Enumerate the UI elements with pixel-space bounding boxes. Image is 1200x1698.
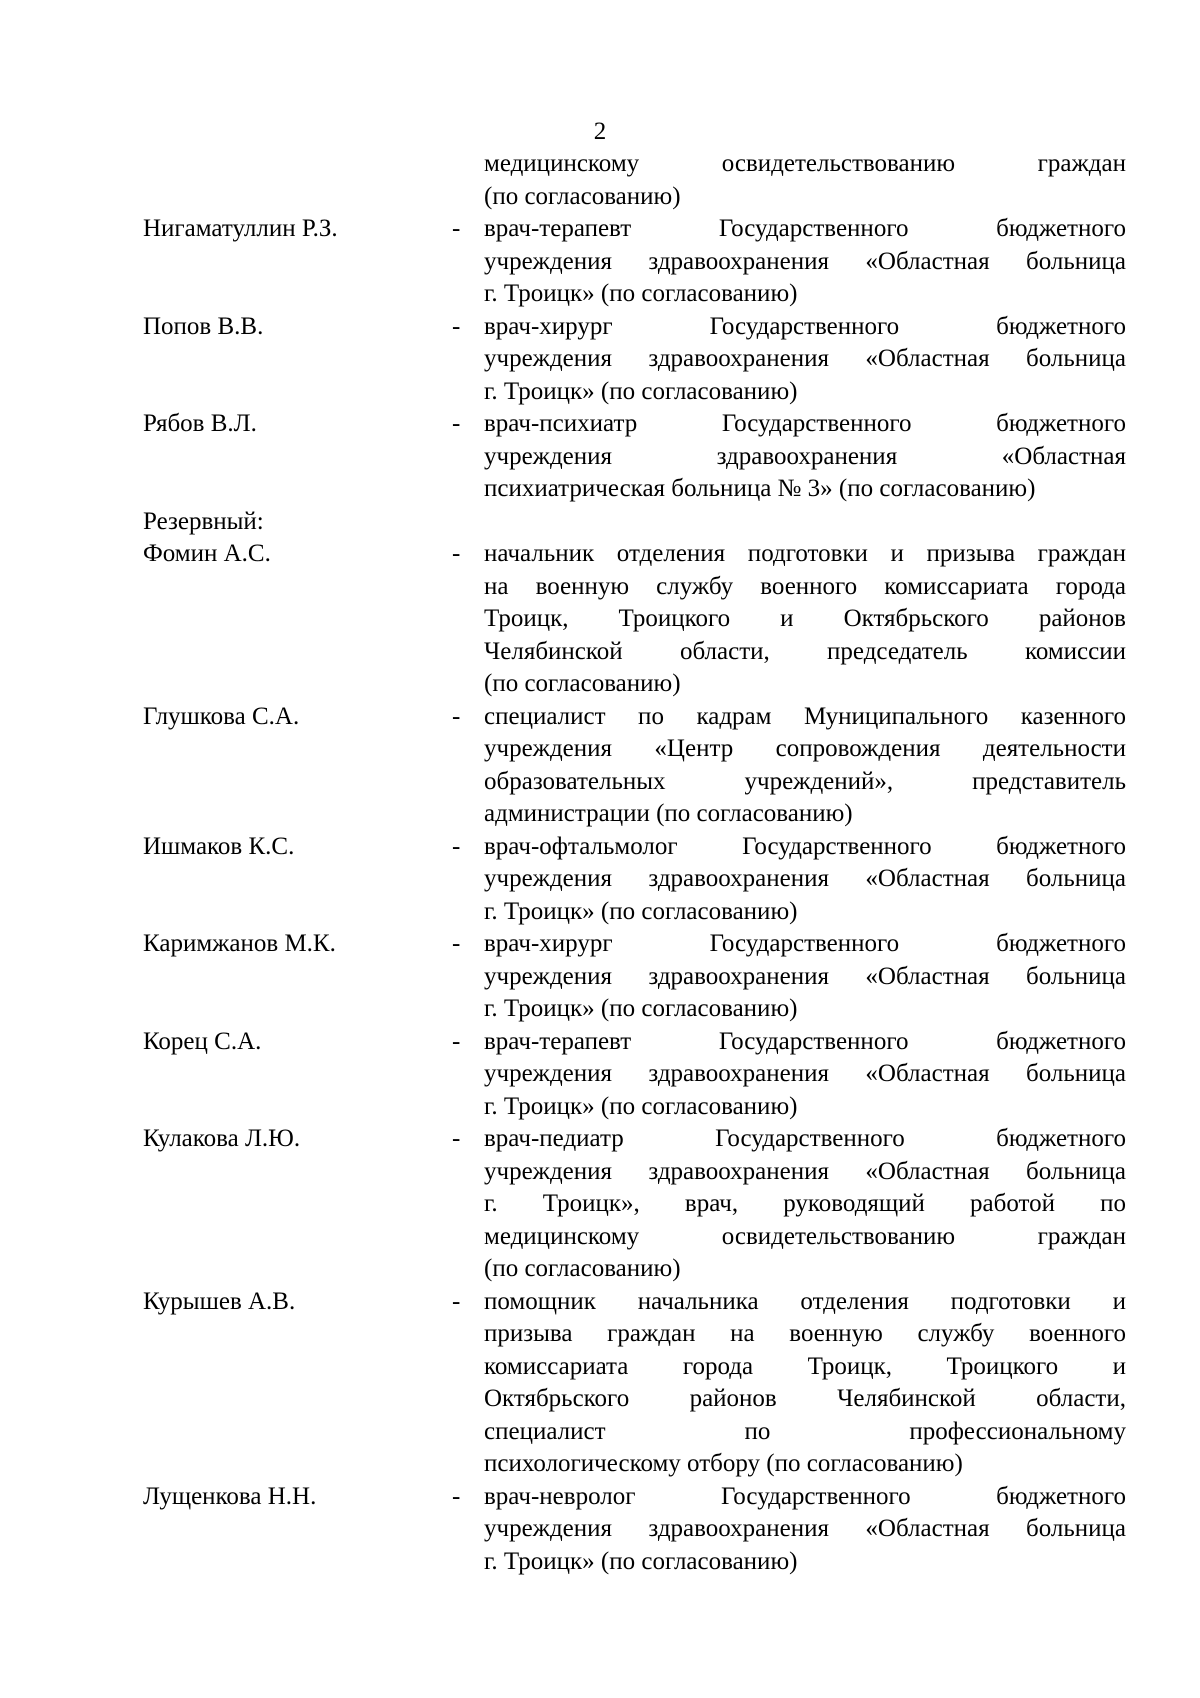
- member-entry: [0, 928, 1200, 1026]
- description-line: учреждения «Центр сопровождения деятельности: [484, 735, 1126, 762]
- description-line: врач-хирург Государственного бюджетного: [484, 312, 1126, 340]
- member-position: [484, 831, 1126, 929]
- description-line: врач-педиатр Государственного бюджетного: [484, 1125, 1126, 1152]
- member-position: [484, 1123, 1126, 1286]
- member-entry: [0, 1481, 1200, 1579]
- description-line: медицинскому освидетельствованию граждан: [484, 150, 1126, 177]
- dash-separator: -: [452, 1482, 461, 1510]
- description-line: Челябинской области, председатель комиссии: [484, 637, 1126, 665]
- description-line: г. Троицк» (по согласованию): [484, 1547, 798, 1575]
- description-line: г. Троицк», врач, руководящий работой по: [484, 1190, 1126, 1217]
- description-line: (по согласованию): [484, 670, 681, 697]
- member-position: [484, 311, 1126, 409]
- member-entry: [0, 831, 1200, 929]
- description-line: врач-психиатр Государственного бюджетного: [484, 410, 1126, 437]
- description-line: администрации (по согласованию): [484, 800, 853, 827]
- description-line: помощник начальника отделения подготовки и: [484, 1287, 1126, 1315]
- dash-separator: -: [452, 1027, 461, 1055]
- description-line: г. Троицк» (по согласованию): [484, 377, 798, 405]
- member-entry: [0, 1026, 1200, 1124]
- dash-separator: -: [452, 312, 461, 340]
- continuation-lines: [484, 148, 1126, 213]
- description-line: Троицк, Троицкого и Октябрьского районов: [484, 605, 1126, 632]
- dash-separator: -: [452, 215, 461, 242]
- description-line: на военную службу военного комиссариата города: [484, 572, 1126, 600]
- member-position: [484, 408, 1126, 506]
- member-name: Лущенкова Н.Н.: [143, 1482, 317, 1510]
- reserve-label: Резервный:: [143, 507, 264, 535]
- member-position: [484, 1026, 1126, 1124]
- member-name: Глушкова С.А.: [143, 702, 300, 730]
- description-line: врач-хирург Государственного бюджетного: [484, 930, 1126, 957]
- description-line: учреждения здравоохранения «Областная больница: [484, 345, 1126, 372]
- member-entry: [0, 701, 1200, 831]
- description-line: комиссариата города Троицк, Троицкого и: [484, 1352, 1126, 1380]
- description-line: призыва граждан на военную службу военного: [484, 1320, 1126, 1347]
- description-line: (по согласованию): [484, 1255, 681, 1282]
- member-name: Каримжанов М.К.: [143, 930, 336, 957]
- description-line: специалист по профессиональному: [484, 1417, 1126, 1445]
- description-line: учреждения здравоохранения «Областная больница: [484, 247, 1126, 275]
- description-line: учреждения здравоохранения «Областная больница: [484, 1060, 1126, 1087]
- member-entry: [0, 311, 1200, 409]
- member-name: Нигаматуллин Р.З.: [143, 215, 338, 242]
- description-line: учреждения здравоохранения «Областная больница: [484, 865, 1126, 892]
- description-line: учреждения здравоохранения «Областная больница: [484, 962, 1126, 990]
- description-line: врач-терапевт Государственного бюджетного: [484, 1027, 1126, 1055]
- member-name: Ишмаков К.С.: [143, 832, 295, 860]
- description-line: г. Троицк» (по согласованию): [484, 995, 798, 1022]
- member-position: [484, 1481, 1126, 1579]
- member-position: [484, 1286, 1126, 1481]
- dash-separator: -: [452, 410, 461, 437]
- member-position: [484, 701, 1126, 831]
- description-line: психиатрическая больница № 3» (по согласованию): [484, 475, 1036, 502]
- description-line: учреждения здравоохранения «Областная больница: [484, 1515, 1126, 1542]
- description-line: психологическому отбору (по согласованию): [484, 1450, 963, 1477]
- dash-separator: -: [452, 1125, 461, 1152]
- description-line: учреждения здравоохранения «Областная: [484, 442, 1126, 470]
- member-name: Кулакова Л.Ю.: [143, 1125, 301, 1152]
- description-line: врач-невролог Государственного бюджетного: [484, 1482, 1126, 1510]
- member-position: [484, 213, 1126, 311]
- member-name: Фомин А.С.: [143, 540, 271, 567]
- member-entry: [0, 538, 1200, 701]
- member-entry: [0, 1123, 1200, 1286]
- reserve-members: [0, 538, 1200, 1578]
- main-members: [0, 213, 1200, 506]
- member-position: [484, 928, 1126, 1026]
- member-name: Корец С.А.: [143, 1027, 262, 1055]
- description-line: Октябрьского районов Челябинской области,: [484, 1385, 1126, 1412]
- member-name: Попов В.В.: [143, 312, 264, 340]
- member-entry: [0, 213, 1200, 311]
- commission-list: [0, 148, 1200, 1578]
- description-line: (по согласованию): [484, 182, 681, 210]
- member-entry: [0, 408, 1200, 506]
- member-position: [484, 538, 1126, 701]
- description-line: врач-офтальмолог Государственного бюджетного: [484, 832, 1126, 860]
- dash-separator: -: [452, 540, 461, 567]
- description-line: учреждения здравоохранения «Областная больница: [484, 1157, 1126, 1185]
- continuation-text: [0, 148, 1200, 213]
- description-line: специалист по кадрам Муниципального казенного: [484, 702, 1126, 730]
- description-line: г. Троицк» (по согласованию): [484, 280, 798, 307]
- member-name: Рябов В.Л.: [143, 410, 257, 437]
- description-line: образовательных учреждений», представитель: [484, 767, 1126, 795]
- description-line: г. Троицк» (по согласованию): [484, 897, 798, 925]
- description-line: г. Троицк» (по согласованию): [484, 1092, 798, 1120]
- page-number: 2: [593, 118, 607, 145]
- member-name: Курышев А.В.: [143, 1287, 296, 1315]
- member-entry: [0, 1286, 1200, 1481]
- dash-separator: -: [452, 702, 461, 730]
- dash-separator: -: [452, 832, 461, 860]
- description-line: врач-терапевт Государственного бюджетного: [484, 215, 1126, 242]
- dash-separator: -: [452, 930, 461, 957]
- description-line: начальник отделения подготовки и призыва граждан: [484, 540, 1126, 567]
- description-line: медицинскому освидетельствованию граждан: [484, 1222, 1126, 1250]
- dash-separator: -: [452, 1287, 461, 1315]
